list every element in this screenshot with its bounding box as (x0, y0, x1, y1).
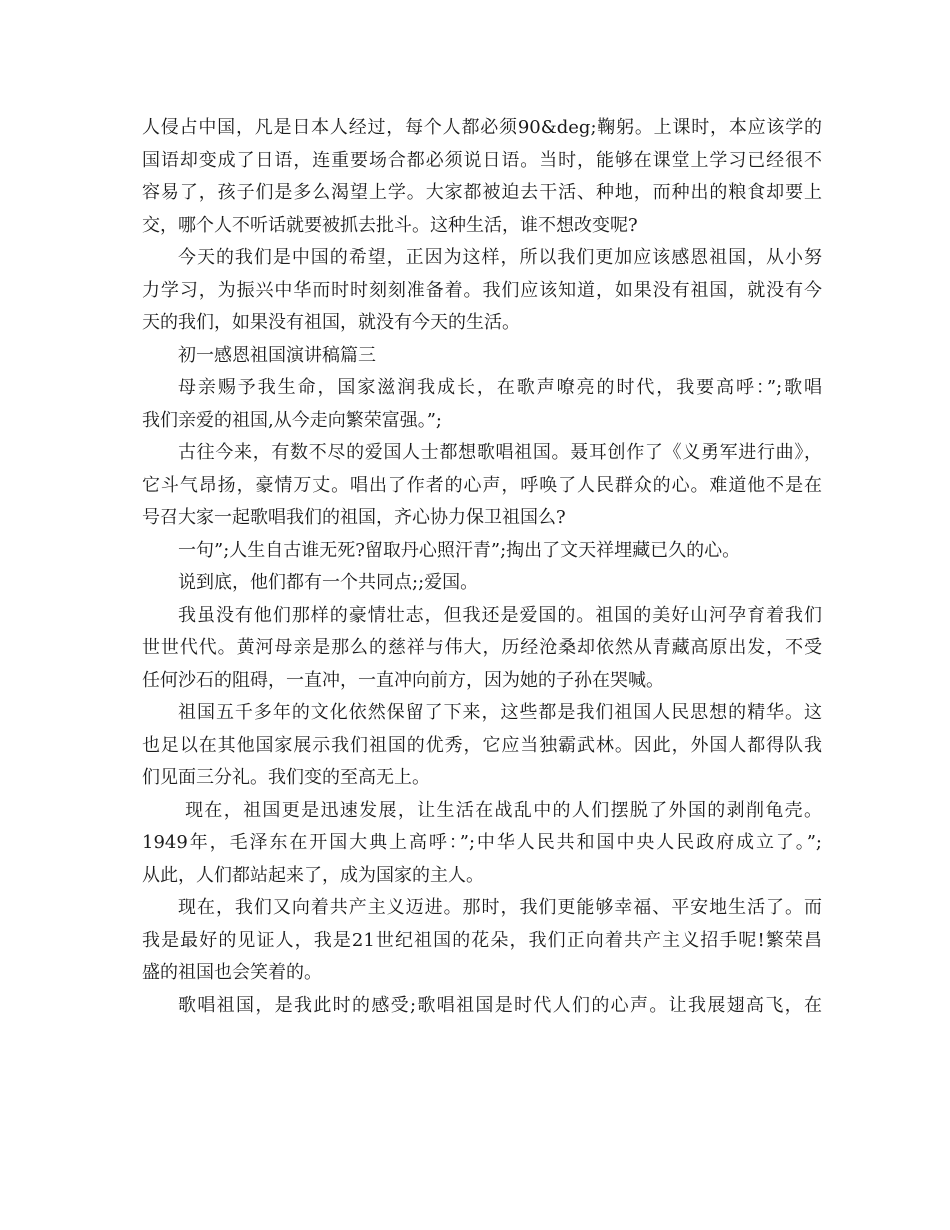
text-line: 它斗气昂扬，豪情万丈。唱出了作者的心声，呼唤了人民群众的心。难道他不是在 (142, 474, 822, 496)
text-line: 盛的祖国也会笑着的。 (142, 962, 322, 983)
text-line: 母亲赐予我生命，国家滋润我成长，在歌声嘹亮的时代，我要高呼：”;歌唱 (178, 377, 822, 398)
text-line: 也足以在其他国家展示我们祖国的优秀，它应当独霸武林。因此，外国人都得队我 (142, 734, 822, 756)
text-line: 天的我们，如果没有祖国，就没有今天的生活。 (142, 312, 520, 333)
text-line: 一句”;人生自古谁无死?留取丹心照汗青”;掏出了文天祥埋藏已久的心。 (178, 539, 741, 561)
body-text (142, 112, 822, 1022)
text-line: 国语却变成了日语，连重要场合都必须说日语。当时，能够在课堂上学习已经很不 (142, 149, 822, 171)
text-line: 人侵占中国，凡是日本人经过，每个人都必须90&deg;鞠躬。上课时，本应该学的 (142, 117, 822, 138)
text-line: 今天的我们是中国的希望，正因为这样，所以我们更加应该感恩祖国，从小努 (178, 247, 822, 268)
text-line: 歌唱祖国，是我此时的感受;歌唱祖国是时代人们的心声。让我展翅高飞，在 (178, 994, 822, 1016)
text-line: 我们亲爱的祖国,从今走向繁荣富强。”; (142, 409, 442, 431)
text-line: 任何沙石的阻碍，一直冲，一直冲向前方，因为她的子孙在哭喊。 (142, 669, 664, 691)
section-heading: 初一感恩祖国演讲稿篇三 (178, 344, 376, 366)
text-line: 1949年，毛泽东在开国大典上高呼：”;中华人民共和国中央人民政府成立了。”; (142, 832, 822, 853)
text-line: 世世代代。黄河母亲是那么的慈祥与伟大，历经沧桑却依然从青藏高原出发，不受 (142, 637, 822, 658)
text-line: 祖国五千多年的文化依然保留了下来，这些都是我们祖国人民思想的精华。这 (178, 702, 822, 723)
text-line: 从此，人们都站起来了，成为国家的主人。 (142, 864, 484, 886)
text-line: 说到底，他们都有一个共同点;;爱国。 (178, 572, 479, 593)
text-line: 现在，祖国更是迅速发展，让生活在战乱中的人们摆脱了外国的剥削龟壳。 (178, 799, 822, 821)
text-line: 力学习，为振兴中华而时时刻刻准备着。我们应该知道，如果没有祖国，就没有今 (142, 279, 822, 301)
text-line: 号召大家一起歌唱我们的祖国，齐心协力保卫祖国么? (142, 507, 566, 528)
text-line: 们见面三分礼。我们变的至高无上。 (142, 767, 430, 788)
text-line: 现在，我们又向着共产主义迈进。那时，我们更能够幸福、平安地生活了。而 (178, 897, 822, 918)
text-line: 交，哪个人不听话就要被抓去批斗。这种生活，谁不想改变呢? (142, 214, 638, 236)
text-line: 我是最好的见证人，我是21世纪祖国的花朵，我们正向着共产主义招手呢!繁荣昌 (142, 929, 822, 951)
text-line: 古往今来，有数不尽的爱国人士都想歌唱祖国。聂耳创作了《义勇军进行曲》， (178, 442, 822, 463)
text-line: 我虽没有他们那样的豪情壮志，但我还是爱国的。祖国的美好山河孕育着我们 (178, 604, 822, 626)
text-line: 容易了，孩子们是多么渴望上学。大家都被迫去干活、种地，而种出的粮食却要上 (142, 182, 822, 203)
